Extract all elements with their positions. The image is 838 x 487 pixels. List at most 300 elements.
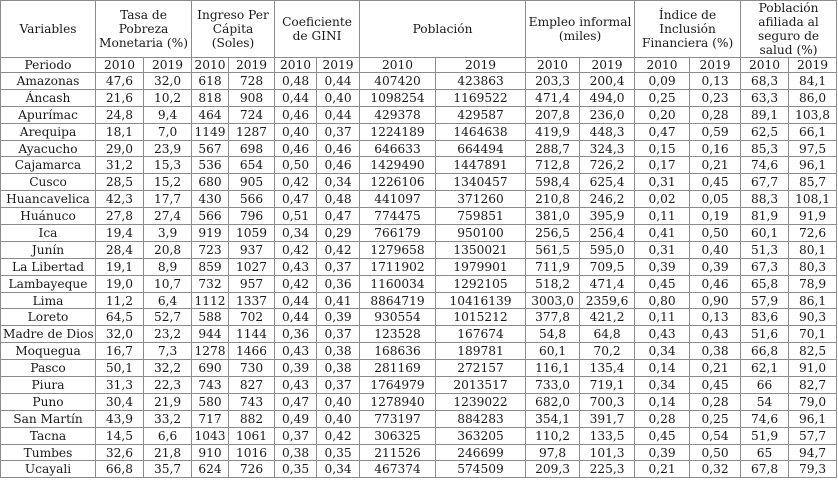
table-cell: 0,44 [317, 106, 360, 123]
year-header: 2019 [580, 58, 635, 73]
table-cell: 47,6 [96, 73, 144, 90]
table-cell: 766179 [360, 225, 436, 242]
table-cell: 0,41 [317, 292, 360, 309]
table-cell: 0,34 [635, 343, 690, 360]
region-name: Puno [1, 393, 96, 410]
table-cell: 0,47 [275, 191, 317, 208]
year-header: 2010 [192, 58, 229, 73]
table-cell: 726,2 [580, 157, 635, 174]
table-cell: 74,6 [741, 410, 789, 427]
table-cell: 566 [229, 191, 275, 208]
table-cell: 0,37 [317, 326, 360, 343]
region-name: Huánuco [1, 208, 96, 225]
table-cell: 381,0 [526, 208, 580, 225]
row-header-periodo: Periodo [1, 58, 96, 73]
table-cell: 0,38 [275, 444, 317, 461]
table-cell: 32,2 [144, 360, 192, 377]
table-row [1, 140, 837, 157]
table-cell: 0,36 [275, 326, 317, 343]
table-cell: 419,9 [526, 123, 580, 140]
table-cell: 624 [192, 461, 229, 478]
table-cell: 0,44 [317, 73, 360, 90]
table-cell: 52,7 [144, 309, 192, 326]
table-cell: 1447891 [436, 157, 526, 174]
table-cell: 711,9 [526, 258, 580, 275]
table-cell: 0,32 [690, 461, 741, 478]
table-cell: 110,2 [526, 427, 580, 444]
table-cell: 70,1 [789, 326, 837, 343]
table-cell: 0,42 [275, 241, 317, 258]
table-cell: 42,3 [96, 191, 144, 208]
table-cell: 0,46 [275, 106, 317, 123]
table-cell: 709,5 [580, 258, 635, 275]
year-header: 2010 [96, 58, 144, 73]
table-cell: 79,0 [789, 393, 837, 410]
table-cell: 16,7 [96, 343, 144, 360]
table-cell: 200,4 [580, 73, 635, 90]
table-cell: 10,2 [144, 89, 192, 106]
table-cell: 33,2 [144, 410, 192, 427]
year-header: 2019 [229, 58, 275, 73]
table-cell: 1429490 [360, 157, 436, 174]
table-cell: 67,7 [741, 174, 789, 191]
table-cell: 0,34 [317, 174, 360, 191]
table-cell: 23,2 [144, 326, 192, 343]
table-cell: 1015212 [436, 309, 526, 326]
table-cell: 743 [229, 393, 275, 410]
table-cell: 598,4 [526, 174, 580, 191]
column-header-pobreza: Tasa de Pobreza Monetaria (%) [96, 1, 192, 58]
table-cell: 654 [229, 157, 275, 174]
table-cell: 43,9 [96, 410, 144, 427]
table-cell: 882 [229, 410, 275, 427]
table-cell: 884283 [436, 410, 526, 427]
table-cell: 20,8 [144, 241, 192, 258]
table-cell: 0,39 [275, 360, 317, 377]
table-cell: 91,9 [789, 208, 837, 225]
table-row [1, 106, 837, 123]
region-name: La Libertad [1, 258, 96, 275]
table-cell: 1239022 [436, 393, 526, 410]
table-cell: 62,5 [741, 123, 789, 140]
table-cell: 1287 [229, 123, 275, 140]
table-cell: 3003,0 [526, 292, 580, 309]
table-cell: 66 [741, 377, 789, 394]
table-cell: 2013517 [436, 377, 526, 394]
table-cell: 1278940 [360, 393, 436, 410]
table-cell: 1292105 [436, 275, 526, 292]
table-cell: 1149 [192, 123, 229, 140]
table-cell: 51,9 [741, 427, 789, 444]
year-header: 2010 [360, 58, 436, 73]
region-name: Cajamarca [1, 157, 96, 174]
table-row [1, 225, 837, 242]
table-cell: 3,9 [144, 225, 192, 242]
table-cell: 1112 [192, 292, 229, 309]
table-cell: 773197 [360, 410, 436, 427]
table-cell: 1340457 [436, 174, 526, 191]
table-row [1, 241, 837, 258]
table-cell: 0,43 [635, 326, 690, 343]
table-cell: 24,8 [96, 106, 144, 123]
table-cell: 448,3 [580, 123, 635, 140]
table-cell: 207,8 [526, 106, 580, 123]
table-cell: 27,8 [96, 208, 144, 225]
table-cell: 1278 [192, 343, 229, 360]
table-cell: 728 [229, 73, 275, 90]
year-header: 2019 [436, 58, 526, 73]
region-name: Moquegua [1, 343, 96, 360]
table-cell: 664494 [436, 140, 526, 157]
table-row [1, 292, 837, 309]
table-cell: 950100 [436, 225, 526, 242]
table-cell: 0,46 [275, 140, 317, 157]
table-cell: 588 [192, 309, 229, 326]
table-cell: 11,2 [96, 292, 144, 309]
column-header-gini: Coeficiente de GINI [275, 1, 360, 58]
table-cell: 1464638 [436, 123, 526, 140]
table-cell: 82,7 [789, 377, 837, 394]
table-cell: 21,6 [96, 89, 144, 106]
region-name: Tumbes [1, 444, 96, 461]
table-cell: 63,3 [741, 89, 789, 106]
table-cell: 19,1 [96, 258, 144, 275]
table-cell: 471,4 [580, 275, 635, 292]
table-cell: 743 [192, 377, 229, 394]
table-cell: 682,0 [526, 393, 580, 410]
table-cell: 0,45 [690, 377, 741, 394]
table-cell: 2359,6 [580, 292, 635, 309]
table-cell: 698 [229, 140, 275, 157]
table-cell: 818 [192, 89, 229, 106]
table-cell: 123528 [360, 326, 436, 343]
table-row [1, 309, 837, 326]
table-cell: 167674 [436, 326, 526, 343]
table-cell: 1279658 [360, 241, 436, 258]
table-cell: 0,44 [275, 292, 317, 309]
table-cell: 0,46 [690, 275, 741, 292]
region-name: Cusco [1, 174, 96, 191]
table-cell: 0,19 [690, 208, 741, 225]
table-cell: 256,4 [580, 225, 635, 242]
table-cell: 0,21 [690, 360, 741, 377]
table-cell: 32,0 [96, 326, 144, 343]
table-cell: 391,7 [580, 410, 635, 427]
table-cell: 1224189 [360, 123, 436, 140]
region-name: Madre de Dios [1, 326, 96, 343]
table-cell: 566 [192, 208, 229, 225]
table-row [1, 427, 837, 444]
table-cell: 395,9 [580, 208, 635, 225]
table-row [1, 174, 837, 191]
table-cell: 31,3 [96, 377, 144, 394]
table-cell: 0,15 [635, 140, 690, 157]
table-cell: 51,6 [741, 326, 789, 343]
table-cell: 1169522 [436, 89, 526, 106]
table-cell: 21,9 [144, 393, 192, 410]
table-cell: 78,9 [789, 275, 837, 292]
table-cell: 0,21 [635, 461, 690, 478]
table-cell: 21,8 [144, 444, 192, 461]
table-cell: 0,38 [317, 343, 360, 360]
table-row [1, 461, 837, 478]
table-cell: 8864719 [360, 292, 436, 309]
year-header: 2019 [789, 58, 837, 73]
table-cell: 567 [192, 140, 229, 157]
table-cell: 54,8 [526, 326, 580, 343]
table-cell: 1059 [229, 225, 275, 242]
table-cell: 930554 [360, 309, 436, 326]
region-name: Arequipa [1, 123, 96, 140]
table-row [1, 157, 837, 174]
table-cell: 246699 [436, 444, 526, 461]
table-cell: 354,1 [526, 410, 580, 427]
table-cell: 0,80 [635, 292, 690, 309]
table-cell: 85,7 [789, 174, 837, 191]
table-cell: 0,42 [317, 427, 360, 444]
table-cell: 72,6 [789, 225, 837, 242]
table-cell: 32,6 [96, 444, 144, 461]
table-cell: 0,47 [317, 208, 360, 225]
table-row [1, 275, 837, 292]
table-cell: 14,5 [96, 427, 144, 444]
table-cell: 759851 [436, 208, 526, 225]
table-cell: 0,17 [635, 157, 690, 174]
table-cell: 494,0 [580, 89, 635, 106]
table-cell: 0,16 [690, 140, 741, 157]
table-cell: 28,4 [96, 241, 144, 258]
table-row [1, 123, 837, 140]
table-cell: 0,38 [317, 360, 360, 377]
table-cell: 905 [229, 174, 275, 191]
table-cell: 561,5 [526, 241, 580, 258]
table-cell: 0,13 [690, 73, 741, 90]
table-cell: 371260 [436, 191, 526, 208]
region-name: Loreto [1, 309, 96, 326]
table-cell: 732 [192, 275, 229, 292]
table-cell: 82,5 [789, 343, 837, 360]
table-cell: 407420 [360, 73, 436, 90]
region-name: Tacna [1, 427, 96, 444]
table-cell: 1098254 [360, 89, 436, 106]
table-cell: 0,02 [635, 191, 690, 208]
table-cell: 0,38 [690, 343, 741, 360]
table-cell: 430 [192, 191, 229, 208]
table-cell: 54 [741, 393, 789, 410]
table-cell: 0,59 [690, 123, 741, 140]
table-cell: 19,0 [96, 275, 144, 292]
table-cell: 595,0 [580, 241, 635, 258]
table-cell: 64,8 [580, 326, 635, 343]
table-cell: 0,46 [317, 157, 360, 174]
table-cell: 908 [229, 89, 275, 106]
table-row [1, 73, 837, 90]
table-cell: 203,3 [526, 73, 580, 90]
table-cell: 135,4 [580, 360, 635, 377]
table-cell: 0,42 [275, 174, 317, 191]
column-header-inclusion: Índice de Inclusión Financiera (%) [635, 1, 741, 58]
table-cell: 66,8 [741, 343, 789, 360]
table-cell: 7,3 [144, 343, 192, 360]
table-cell: 281169 [360, 360, 436, 377]
table-cell: 70,2 [580, 343, 635, 360]
table-cell: 10,7 [144, 275, 192, 292]
table-cell: 32,0 [144, 73, 192, 90]
table-cell: 189781 [436, 343, 526, 360]
table-cell: 0,39 [690, 258, 741, 275]
table-cell: 423863 [436, 73, 526, 90]
table-cell: 1027 [229, 258, 275, 275]
region-name: San Martín [1, 410, 96, 427]
table-cell: 429378 [360, 106, 436, 123]
table-row [1, 343, 837, 360]
table-row [1, 258, 837, 275]
table-cell: 0,49 [275, 410, 317, 427]
table-cell: 96,1 [789, 157, 837, 174]
table-cell: 15,2 [144, 174, 192, 191]
region-name: Amazonas [1, 73, 96, 90]
table-cell: 272157 [436, 360, 526, 377]
table-cell: 0,42 [317, 241, 360, 258]
table-cell: 10416139 [436, 292, 526, 309]
table-cell: 774475 [360, 208, 436, 225]
table-cell: 717 [192, 410, 229, 427]
table-cell: 0,21 [690, 157, 741, 174]
table-cell: 0,39 [317, 309, 360, 326]
table-cell: 211526 [360, 444, 436, 461]
table-cell: 464 [192, 106, 229, 123]
table-cell: 910 [192, 444, 229, 461]
table-cell: 246,2 [580, 191, 635, 208]
table-cell: 0,40 [275, 123, 317, 140]
table-cell: 88,3 [741, 191, 789, 208]
table-cell: 702 [229, 309, 275, 326]
year-header: 2010 [275, 58, 317, 73]
table-cell: 80,1 [789, 241, 837, 258]
table-cell: 83,6 [741, 309, 789, 326]
table-cell: 17,7 [144, 191, 192, 208]
table-cell: 60,1 [741, 225, 789, 242]
table-cell: 236,0 [580, 106, 635, 123]
table-cell: 0,54 [690, 427, 741, 444]
year-header: 2010 [526, 58, 580, 73]
table-cell: 0,44 [275, 89, 317, 106]
table-cell: 65,8 [741, 275, 789, 292]
table-body [1, 73, 837, 478]
table-cell: 57,7 [789, 427, 837, 444]
table-cell: 1160034 [360, 275, 436, 292]
table-cell: 0,43 [275, 258, 317, 275]
table-cell: 0,37 [275, 427, 317, 444]
table-cell: 0,25 [635, 89, 690, 106]
table-cell: 306325 [360, 427, 436, 444]
table-cell: 0,37 [317, 123, 360, 140]
header-row-years [1, 58, 837, 73]
region-name: Junín [1, 241, 96, 258]
table-cell: 733,0 [526, 377, 580, 394]
table-cell: 957 [229, 275, 275, 292]
table-cell: 0,37 [317, 258, 360, 275]
table-cell: 0,45 [690, 174, 741, 191]
table-cell: 1337 [229, 292, 275, 309]
table-cell: 0,36 [317, 275, 360, 292]
table-cell: 97,8 [526, 444, 580, 461]
table-cell: 8,9 [144, 258, 192, 275]
table-cell: 0,48 [317, 191, 360, 208]
table-cell: 0,28 [635, 410, 690, 427]
table-cell: 0,50 [690, 225, 741, 242]
table-cell: 85,3 [741, 140, 789, 157]
table-cell: 210,8 [526, 191, 580, 208]
table-cell: 29,0 [96, 140, 144, 157]
region-name: Ucayali [1, 461, 96, 478]
table-cell: 0,45 [635, 275, 690, 292]
table-row [1, 377, 837, 394]
table-cell: 1711902 [360, 258, 436, 275]
table-cell: 0,13 [690, 309, 741, 326]
table-cell: 79,3 [789, 461, 837, 478]
region-name: Huancavelica [1, 191, 96, 208]
table-cell: 101,3 [580, 444, 635, 461]
table-cell: 0,11 [635, 208, 690, 225]
table-cell: 0,39 [635, 258, 690, 275]
region-name: Apurímac [1, 106, 96, 123]
region-name: Lambayeque [1, 275, 96, 292]
table-cell: 6,4 [144, 292, 192, 309]
table-cell: 209,3 [526, 461, 580, 478]
table-cell: 18,1 [96, 123, 144, 140]
table-cell: 108,1 [789, 191, 837, 208]
table-cell: 0,35 [275, 461, 317, 478]
table-cell: 74,6 [741, 157, 789, 174]
table-cell: 0,51 [275, 208, 317, 225]
table-cell: 60,1 [526, 343, 580, 360]
table-cell: 66,8 [96, 461, 144, 478]
table-cell: 1979901 [436, 258, 526, 275]
table-cell: 700,3 [580, 393, 635, 410]
table-cell: 1350021 [436, 241, 526, 258]
table-cell: 724 [229, 106, 275, 123]
table-cell: 0,23 [690, 89, 741, 106]
table-cell: 103,8 [789, 106, 837, 123]
year-header: 2010 [741, 58, 789, 73]
table-cell: 86,0 [789, 89, 837, 106]
table-cell: 51,3 [741, 241, 789, 258]
table-cell: 625,4 [580, 174, 635, 191]
table-cell: 0,48 [275, 73, 317, 90]
table-cell: 94,7 [789, 444, 837, 461]
table-cell: 67,3 [741, 258, 789, 275]
region-name: Piura [1, 377, 96, 394]
region-name: Pasco [1, 360, 96, 377]
table-cell: 441097 [360, 191, 436, 208]
table-cell: 680 [192, 174, 229, 191]
table-cell: 712,8 [526, 157, 580, 174]
table-cell: 429587 [436, 106, 526, 123]
column-header-seguro: Población afiliada al seguro de salud (%) [741, 1, 837, 58]
table-cell: 1764979 [360, 377, 436, 394]
table-cell: 0,43 [690, 326, 741, 343]
table-cell: 1043 [192, 427, 229, 444]
region-name: Ica [1, 225, 96, 242]
table-cell: 90,3 [789, 309, 837, 326]
table-cell: 35,7 [144, 461, 192, 478]
table-row [1, 444, 837, 461]
table-cell: 0,11 [635, 309, 690, 326]
table-cell: 50,1 [96, 360, 144, 377]
table-cell: 0,31 [635, 174, 690, 191]
table-cell: 377,8 [526, 309, 580, 326]
